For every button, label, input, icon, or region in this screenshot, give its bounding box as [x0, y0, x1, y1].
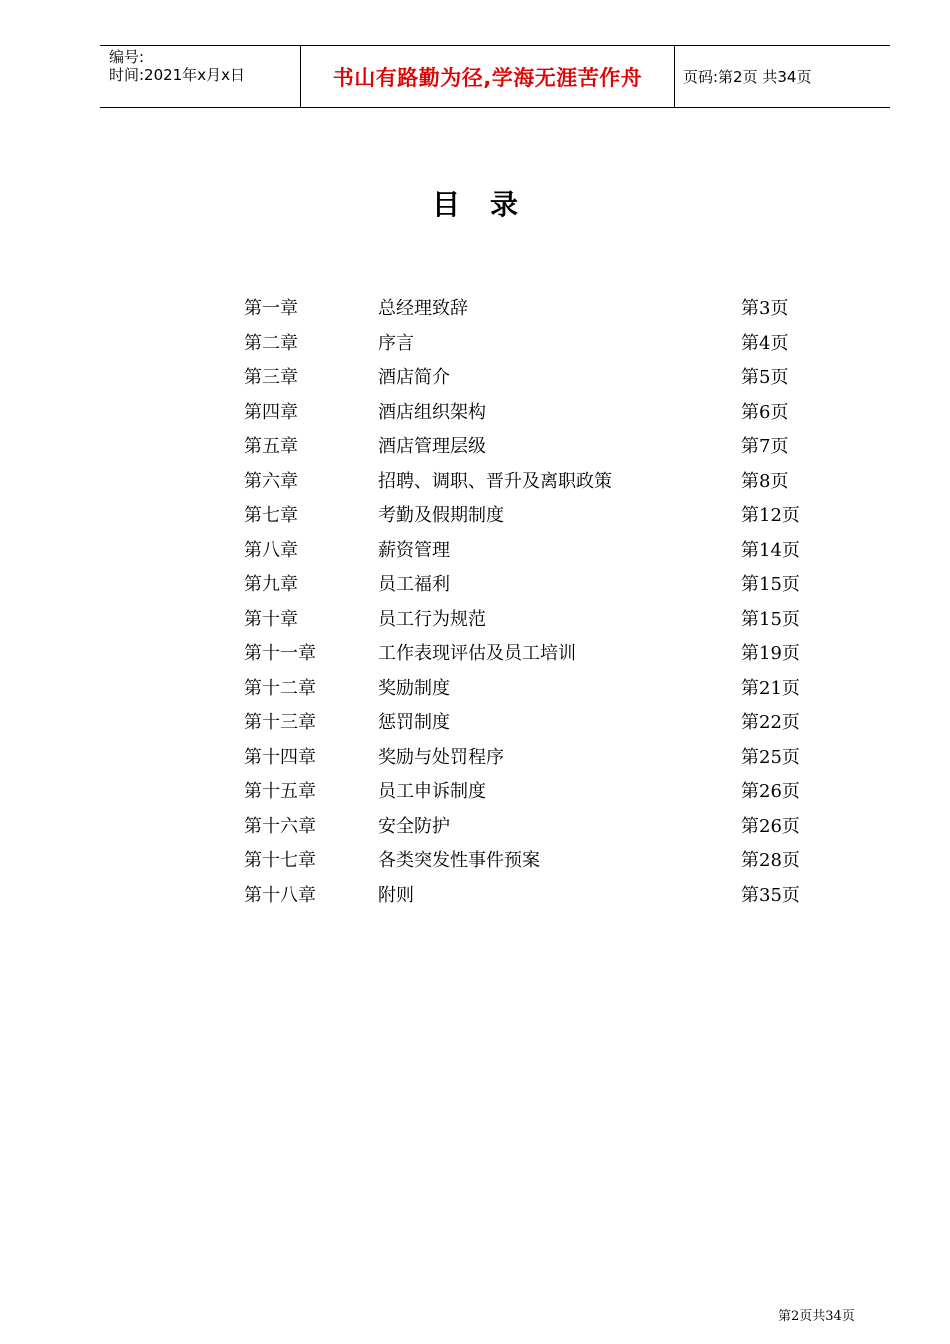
toc-page-number: 第3页	[741, 298, 789, 319]
toc-chapter-label: 第十七章	[244, 850, 316, 871]
toc-entry	[244, 706, 804, 741]
toc-entry	[244, 568, 804, 603]
toc-chapter-label: 第四章	[244, 401, 298, 423]
header-divider	[674, 46, 675, 107]
toc-chapter-title: 考勤及假期制度	[378, 505, 504, 526]
toc-entry	[244, 327, 804, 362]
toc-page-number: 第22页	[741, 712, 800, 733]
toc-page-number: 第26页	[741, 781, 800, 802]
toc-entry	[244, 430, 804, 465]
page-title: 目录	[431, 188, 548, 221]
toc-chapter-label: 第六章	[244, 470, 298, 492]
toc-entry	[244, 361, 804, 396]
toc-page-number: 第26页	[741, 815, 800, 837]
page-footer: 第2页共34页	[778, 1309, 855, 1324]
toc-entry	[244, 741, 804, 776]
toc-chapter-title: 薪资管理	[378, 539, 450, 561]
toc-chapter-label: 第十六章	[244, 815, 316, 837]
toc-page-number: 第5页	[741, 367, 789, 388]
toc-entry	[244, 775, 804, 810]
document-number-label: 编号:	[109, 48, 145, 66]
toc-entry	[244, 292, 804, 327]
toc-chapter-label: 第八章	[244, 539, 298, 561]
toc-chapter-label: 第十二章	[244, 677, 316, 699]
toc-page-number: 第35页	[741, 884, 800, 906]
toc-page-number: 第14页	[741, 539, 800, 561]
toc-page-number: 第4页	[741, 332, 789, 354]
toc-chapter-title: 安全防护	[378, 815, 450, 837]
toc-chapter-title: 工作表现评估及员工培训	[378, 643, 576, 664]
toc-chapter-label: 第十四章	[244, 746, 316, 768]
toc-chapter-label: 第十章	[244, 608, 298, 630]
toc-entry	[244, 534, 804, 569]
toc-chapter-label: 第一章	[244, 298, 298, 319]
toc-chapter-title: 总经理致辞	[378, 298, 468, 319]
toc-entry	[244, 844, 804, 879]
toc-entry	[244, 465, 804, 500]
toc-chapter-label: 第十五章	[244, 781, 316, 802]
toc-chapter-title: 各类突发性事件预案	[378, 850, 540, 871]
toc-chapter-label: 第七章	[244, 505, 298, 526]
toc-chapter-title: 员工申诉制度	[378, 781, 486, 802]
toc-entry	[244, 810, 804, 845]
toc-entry	[244, 603, 804, 638]
toc-entry	[244, 879, 804, 914]
toc-page-number: 第7页	[741, 436, 789, 457]
toc-page-number: 第12页	[741, 505, 800, 526]
toc-chapter-label: 第二章	[244, 332, 298, 354]
toc-chapter-title: 招聘、调职、晋升及离职政策	[378, 470, 612, 492]
header-meta	[100, 46, 300, 107]
toc-chapter-title: 奖励与处罚程序	[378, 746, 504, 768]
header-motto: 书山有路勤为径,学海无涯苦作舟	[332, 65, 643, 90]
table-of-contents	[244, 292, 804, 913]
toc-chapter-title: 酒店组织架构	[378, 401, 486, 423]
document-time-label: 时间:2021年x月x日	[109, 66, 245, 84]
toc-chapter-label: 第五章	[244, 436, 298, 457]
toc-chapter-label: 第十一章	[244, 643, 316, 664]
toc-chapter-title: 惩罚制度	[378, 712, 450, 733]
toc-page-number: 第6页	[741, 401, 789, 423]
toc-page-number: 第25页	[741, 746, 800, 768]
toc-page-number: 第15页	[741, 608, 800, 630]
toc-chapter-title: 序言	[378, 332, 414, 354]
toc-page-number: 第28页	[741, 850, 800, 871]
toc-chapter-label: 第十三章	[244, 712, 316, 733]
toc-entry	[244, 499, 804, 534]
toc-entry	[244, 672, 804, 707]
toc-chapter-label: 第十八章	[244, 884, 316, 906]
toc-chapter-label: 第九章	[244, 574, 298, 595]
toc-chapter-title: 员工行为规范	[378, 608, 486, 630]
header-page-info: 页码:第2页 共34页	[683, 68, 812, 86]
toc-entry	[244, 396, 804, 431]
toc-chapter-title: 员工福利	[378, 574, 450, 595]
page-header	[100, 45, 890, 108]
toc-page-number: 第19页	[741, 643, 800, 664]
toc-chapter-title: 附则	[378, 884, 414, 906]
toc-chapter-title: 酒店简介	[378, 367, 450, 388]
toc-chapter-label: 第三章	[244, 367, 298, 388]
toc-page-number: 第21页	[741, 677, 800, 699]
toc-chapter-title: 酒店管理层级	[378, 436, 486, 457]
toc-chapter-title: 奖励制度	[378, 677, 450, 699]
toc-page-number: 第8页	[741, 470, 789, 492]
toc-page-number: 第15页	[741, 574, 800, 595]
toc-entry	[244, 637, 804, 672]
